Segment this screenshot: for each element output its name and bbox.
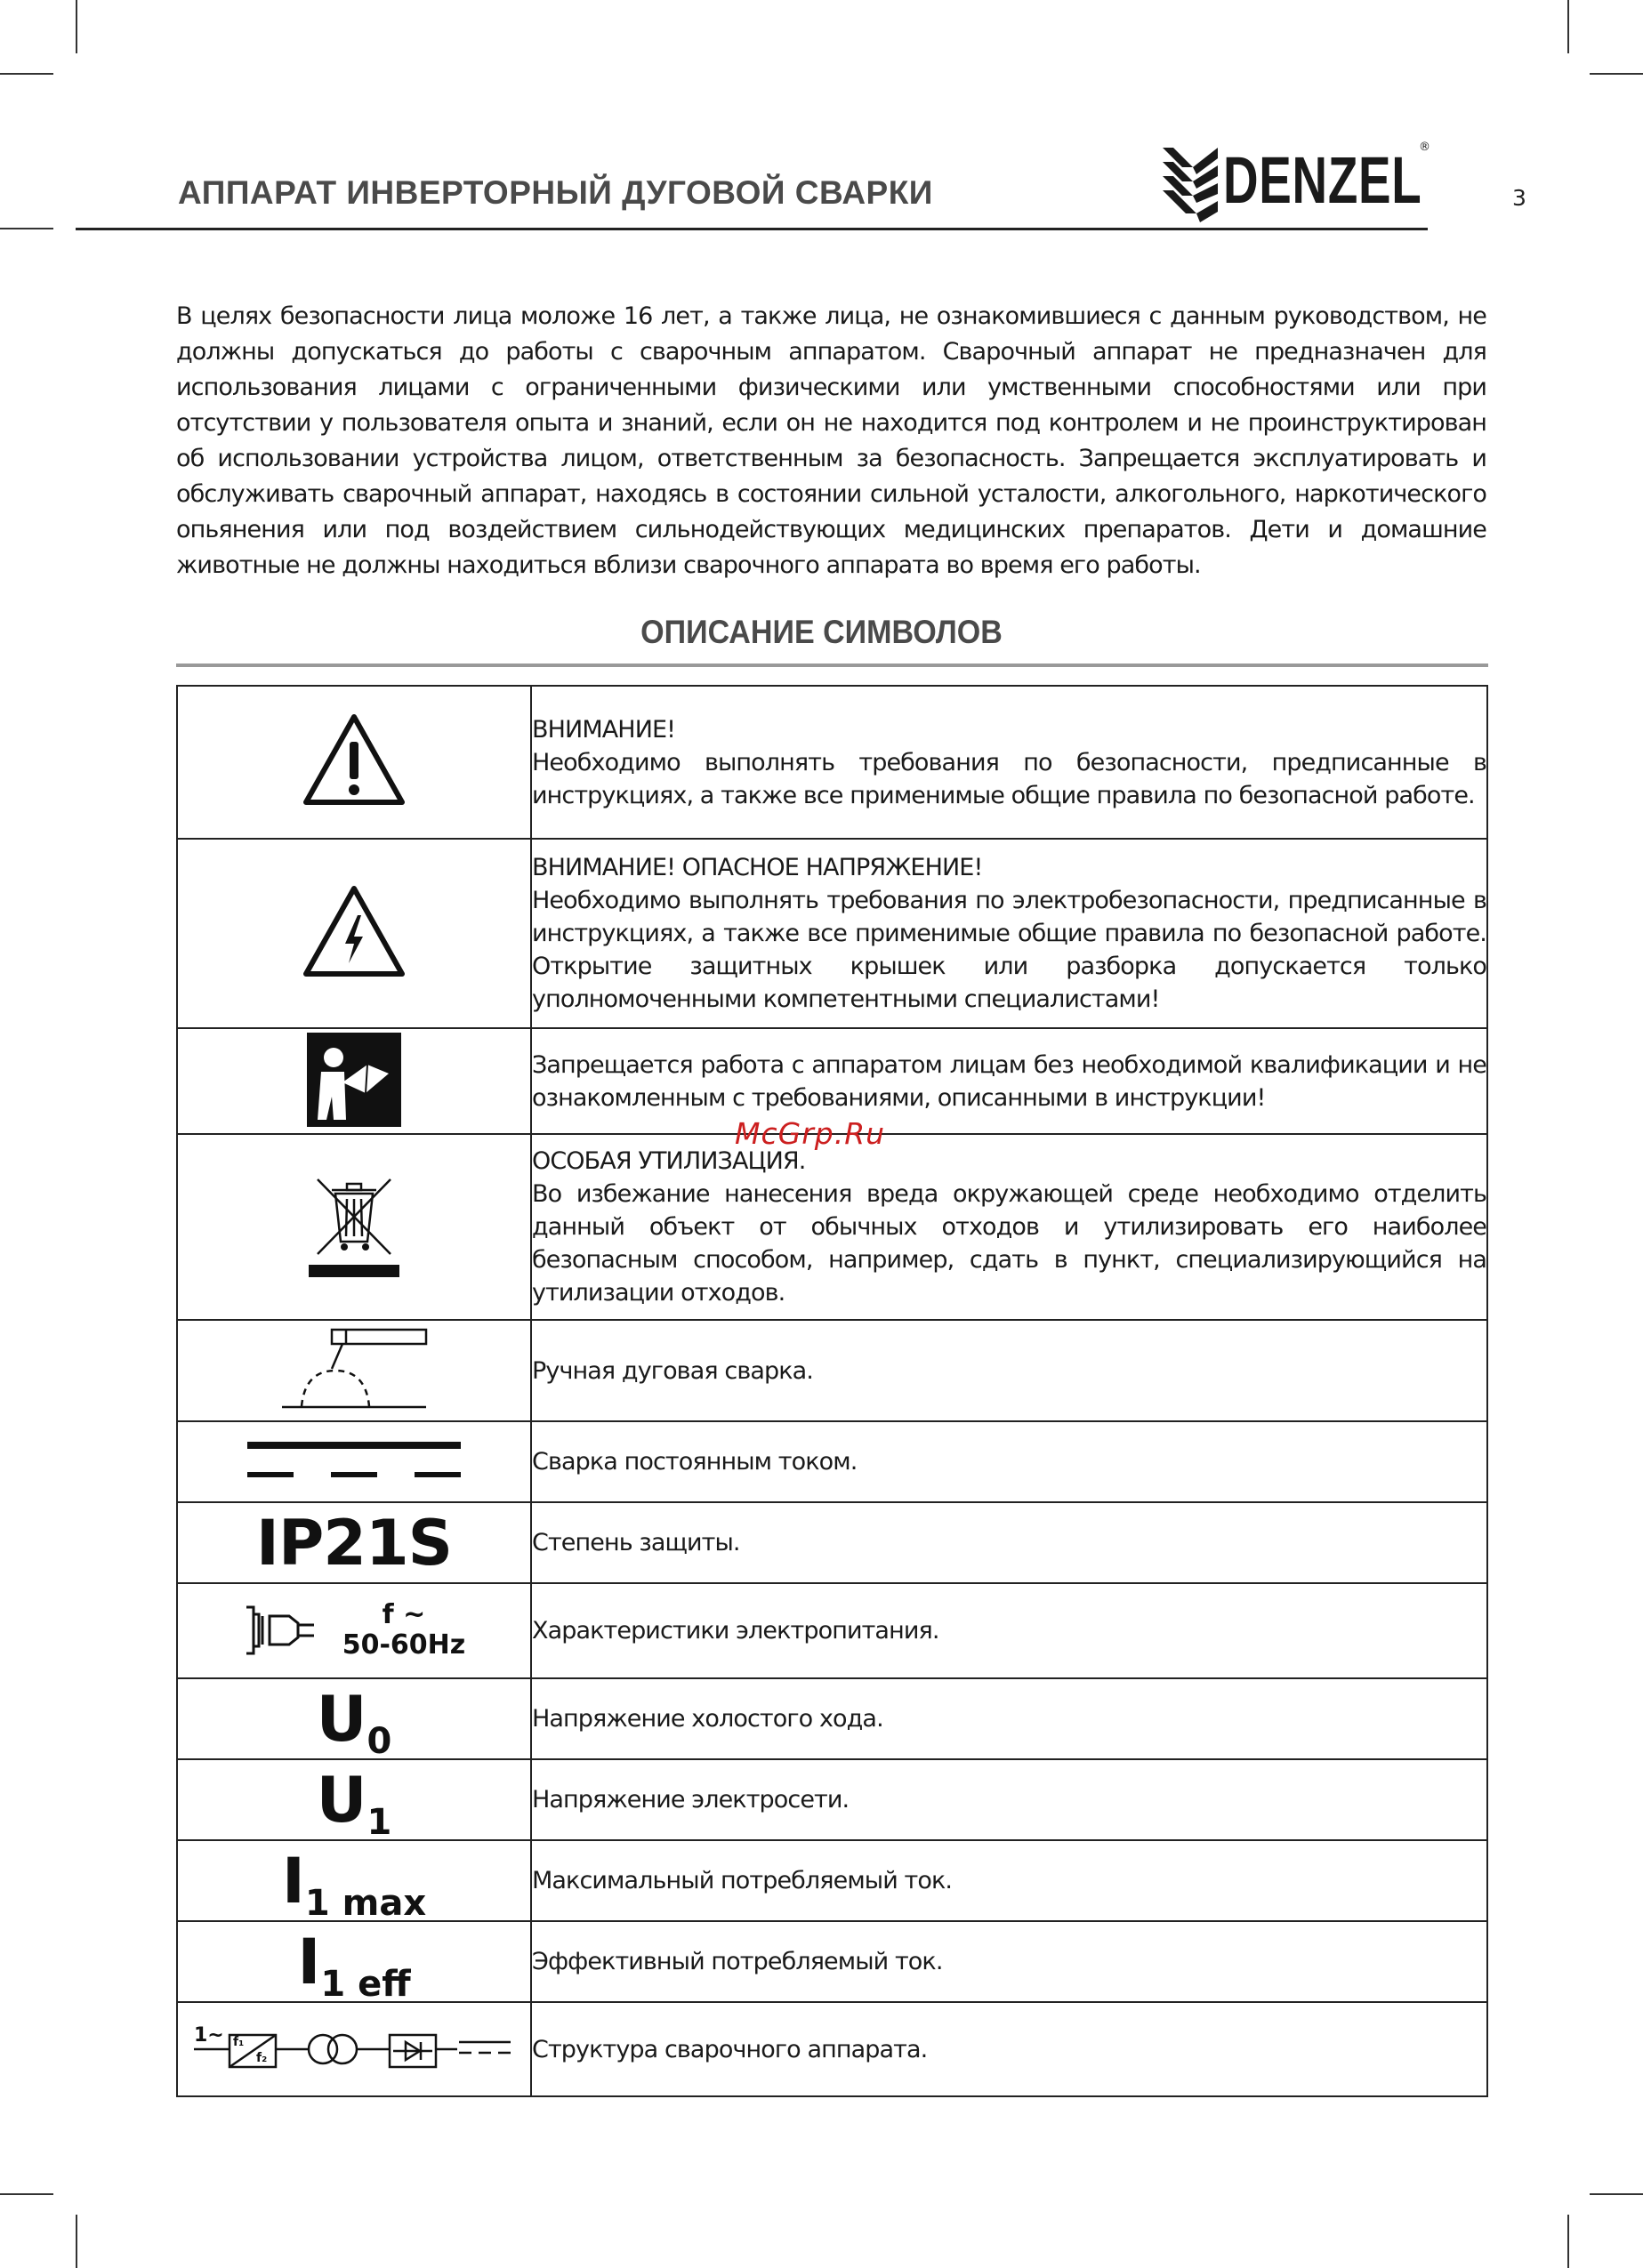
f1-label: f₁ <box>233 2035 245 2049</box>
table-row <box>177 1759 1487 1840</box>
symbol-description <box>531 1028 1487 1134</box>
symbol-heading: ОСОБАЯ УТИЛИЗАЦИЯ. <box>532 1147 806 1175</box>
single-phase-label: 1~ <box>194 2024 224 2047</box>
symbol-cell <box>177 1583 531 1678</box>
table-row <box>177 1502 1487 1583</box>
registered-mark-icon: ® <box>1419 141 1430 154</box>
structure-diagram <box>194 2023 514 2076</box>
table-row <box>177 1921 1487 2002</box>
symbol-description <box>531 1759 1487 1840</box>
symbol-cell <box>177 1134 531 1320</box>
symbol-cell <box>177 1840 531 1924</box>
symbol-description <box>531 1840 1487 1921</box>
symbol-cell <box>177 1320 531 1421</box>
symbol-sub: 0 <box>366 1720 392 1762</box>
symbol-heading: ВНИМАНИЕ! ОПАСНОЕ НАПРЯЖЕНИЕ! <box>532 854 983 881</box>
table-row <box>177 1421 1487 1502</box>
symbols-table <box>176 685 1488 2097</box>
table-row <box>177 1320 1487 1421</box>
page-header-title: АППАРАТ ИНВЕРТОРНЫЙ ДУГОВОЙ СВАРКИ <box>178 174 933 211</box>
read-manual-icon <box>307 1033 401 1127</box>
crop-mark <box>1567 0 1569 53</box>
crop-mark <box>0 73 53 75</box>
symbol-cell <box>177 1502 531 1583</box>
symbol-text: Необходимо выполнять требования по безопасности, предписанные в инструкциях, а также все применимые общие правила по безопасной работе. <box>532 748 1486 809</box>
ip-rating-icon: IP21S <box>255 1506 453 1580</box>
crop-mark <box>76 2215 77 2268</box>
symbol-description <box>531 686 1487 839</box>
symbol-cell <box>177 1678 531 1762</box>
symbol-text: Во избежание нанесения вреда окружающей среде необходимо отделить данный объект от обычных отходов и утилизировать его наиболее безопасным способом, например, сдать в пункт, специализирующийся на утилизации отходов. <box>532 1180 1486 1307</box>
symbol-description <box>531 1678 1487 1759</box>
manual-arc-welding-icon <box>278 1324 430 1413</box>
symbol-description <box>531 1583 1487 1678</box>
symbol-description <box>531 1502 1487 1583</box>
symbol-text: Напряжение электросети. <box>532 1786 850 1814</box>
symbol-main: U <box>316 1682 367 1756</box>
symbol-text: Структура сварочного аппарата. <box>532 2035 928 2063</box>
brand-logo <box>1161 141 1432 222</box>
crop-mark <box>76 0 77 53</box>
frequency-value: 50-60Hz <box>342 1629 466 1661</box>
table-row <box>177 839 1487 1028</box>
symbol-description <box>531 2002 1487 2096</box>
table-row <box>177 2002 1487 2096</box>
symbol-description <box>531 1134 1487 1320</box>
crop-mark <box>1567 2215 1569 2268</box>
intro-paragraph: В целях безопасности лица моложе 16 лет, а также лица, не ознакомившиеся с данным руководством, не должны допускаться до работы с сварочным аппаратом. Сварочный аппарат не предназначен для использования лицами с ограниченными физическими или умственными способностями или при отсутствии у пользователя опыта и знаний, если он не находится под контролем и не проинструктирован об использовании устройства лицом, ответственным за безопасность. Запрещается эксплуатировать и обслуживать сварочный аппарат, находясь в состоянии сильной усталости, алкогольного, наркотического опьянения или под воздействием сильнодействующих медицинских препаратов. Дети и домашние животные не должны находиться вблизи сварочного аппарата во время его работы. <box>176 302 1486 579</box>
symbol-cell <box>177 686 531 839</box>
symbol-text: Ручная дуговая сварка. <box>532 1356 813 1385</box>
u0-icon <box>316 1682 392 1762</box>
table-row <box>177 1678 1487 1759</box>
symbol-description <box>531 839 1487 1028</box>
section-title: ОПИСАНИЕ СИМВОЛОВ <box>640 614 1003 650</box>
symbol-description <box>531 1921 1487 2002</box>
denzel-emblem-icon <box>1161 142 1220 224</box>
direct-current-icon <box>247 1438 461 1483</box>
welder-structure-diagram-icon <box>194 2023 514 2076</box>
page-number: 3 <box>1512 185 1526 211</box>
i1max-icon <box>281 1844 427 1924</box>
symbol-sub: 1 max <box>304 1882 427 1924</box>
symbol-text: Эффективный потребляемый ток. <box>532 1948 943 1975</box>
symbol-text: Напряжение холостого хода. <box>532 1705 883 1733</box>
header-rule <box>76 228 1428 230</box>
warning-triangle-icon <box>301 712 407 809</box>
symbol-description <box>531 1421 1487 1502</box>
symbol-sub: 1 eff <box>320 1963 411 2005</box>
symbol-description <box>531 1320 1487 1421</box>
u1-icon <box>316 1763 392 1843</box>
crop-mark <box>0 2193 53 2195</box>
symbol-cell <box>177 2002 531 2096</box>
frequency-label: f ~ <box>382 1598 426 1630</box>
symbol-text: Сварка постоянным током. <box>532 1448 858 1476</box>
mains-plug-icon <box>243 1600 466 1661</box>
table-row <box>177 1583 1487 1678</box>
i1eff-icon <box>297 1925 411 2005</box>
symbol-main: I <box>281 1844 305 1918</box>
crop-mark <box>0 228 53 229</box>
table-row <box>177 686 1487 839</box>
symbol-text: Необходимо выполнять требования по электробезопасности, предписанные в инструкциях, а также все применимые общие правила по безопасной работе. Открытие защитных крышек или разборка допускается только уполномоченными компетентными специалистами! <box>532 887 1486 1013</box>
table-row <box>177 1134 1487 1320</box>
symbol-cell <box>177 1759 531 1843</box>
symbol-heading: ВНИМАНИЕ! <box>532 715 676 744</box>
table-row <box>177 1840 1487 1921</box>
symbol-cell <box>177 1421 531 1502</box>
weee-crossed-bin-icon <box>305 1172 403 1279</box>
symbol-main: I <box>297 1925 321 1999</box>
crop-mark <box>1590 2193 1643 2195</box>
symbol-sub: 1 <box>366 1801 392 1843</box>
brand-name: DENZEL <box>1223 143 1422 217</box>
symbol-cell <box>177 1921 531 2005</box>
symbol-main: U <box>316 1763 367 1837</box>
symbol-text: Характеристики электропитания. <box>532 1617 939 1645</box>
symbol-text: Запрещается работа с аппаратом лицам без необходимой квалификации и не ознакомленным с требованиями, описанными в инструкции! <box>532 1050 1486 1112</box>
section-rule <box>176 664 1488 667</box>
f2-label: f₂ <box>256 2051 268 2065</box>
crop-mark <box>1590 73 1643 75</box>
watermark: McGrp.Ru <box>735 1116 886 1151</box>
symbol-cell <box>177 1028 531 1134</box>
plug-icon <box>243 1602 341 1659</box>
symbol-cell <box>177 839 531 1028</box>
symbol-text: Степень защиты. <box>532 1529 740 1556</box>
high-voltage-icon <box>301 883 407 981</box>
symbol-text: Максимальный потребляемый ток. <box>532 1867 953 1894</box>
